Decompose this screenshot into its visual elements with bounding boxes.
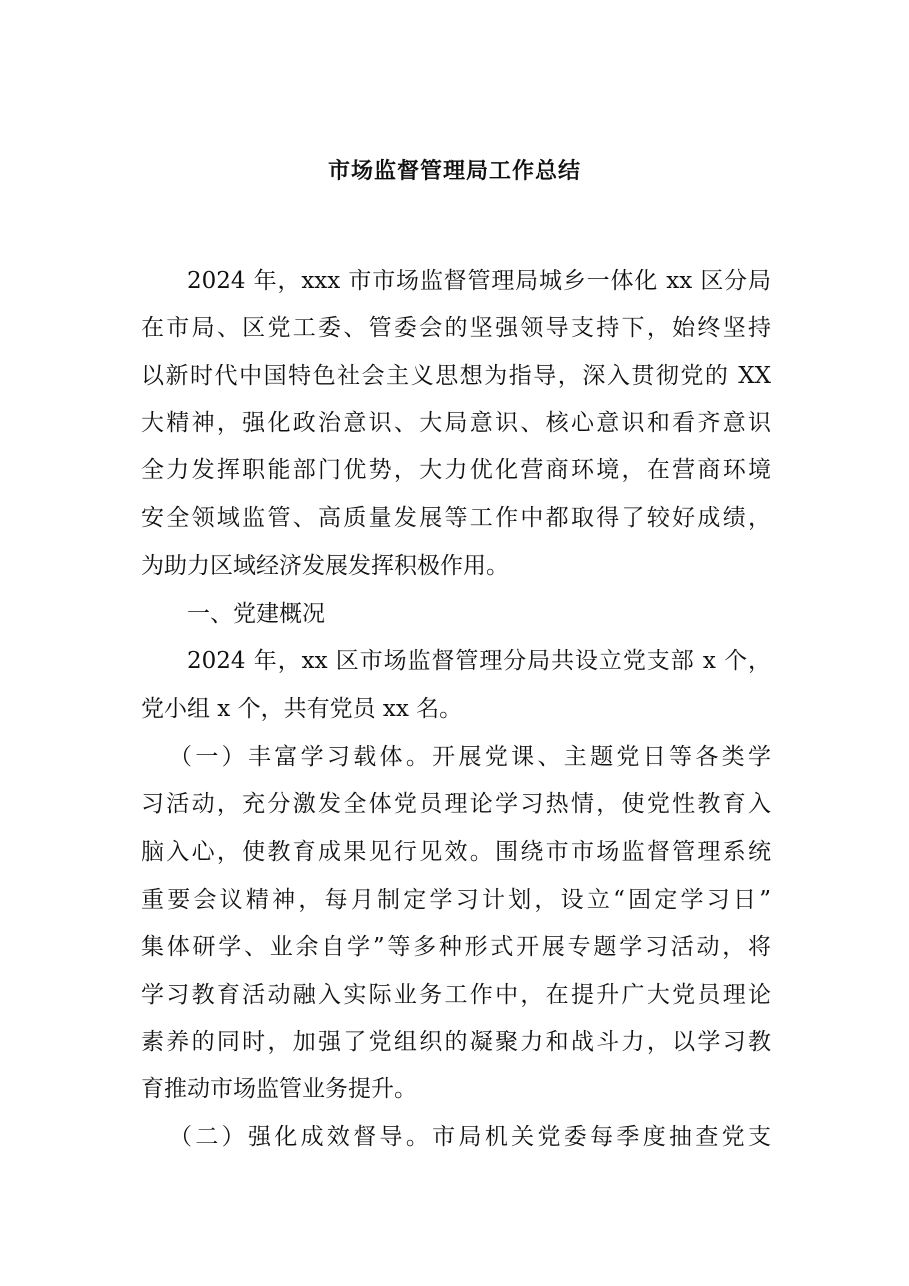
paragraph-line: 重要会议精神，每月制定学习计划，设立“固定学习日” [141, 887, 771, 913]
paragraph-line: 习活动，充分激发全体党员理论学习热情，使党性教育入 [141, 791, 771, 817]
paragraph-line: 党小组 x 个，共有党员 xx 名。 [141, 696, 463, 722]
paragraph-line: 集体研学、业余自学”等多种形式开展专题学习活动，将 [141, 934, 771, 960]
paragraph-line: 大精神，强化政治意识、大局意识、核心意识和看齐意识 [141, 410, 771, 436]
section-heading: 一、党建概况 [187, 601, 325, 627]
paragraph-line: 安全领域监管、高质量发展等工作中都取得了较好成绩， [141, 505, 771, 531]
paragraph-line: （一）丰富学习载体。开展党课、主题党日等各类学 [169, 744, 771, 770]
paragraph-line: 以新时代中国特色社会主义思想为指导，深入贯彻党的 XX [141, 363, 771, 389]
paragraph-line: 在市局、区党工委、管委会的坚强领导支持下，始终坚持 [141, 315, 771, 341]
paragraph-line: 素养的同时，加强了党组织的凝聚力和战斗力，以学习教 [141, 1029, 771, 1055]
paragraph-line: （二）强化成效督导。市局机关党委每季度抽查党支 [169, 1124, 771, 1150]
document-title: 市场监督管理局工作总结 [327, 159, 581, 184]
paragraph-line: 脑入心，使教育成果见行见效。围绕市市场监督管理系统 [141, 839, 771, 865]
paragraph-line: 2024 年，xx 区市场监督管理分局共设立党支部 x 个， [187, 648, 771, 674]
paragraph-line: 2024 年，xxx 市市场监督管理局城乡一体化 xx 区分局 [187, 268, 771, 294]
paragraph-line: 全力发挥职能部门优势，大力优化营商环境，在营商环境 [141, 457, 771, 483]
paragraph-line: 学习教育活动融入实际业务工作中，在提升广大党员理论 [141, 982, 771, 1008]
paragraph-line: 为助力区域经济发展发挥积极作用。 [141, 553, 509, 579]
paragraph-line: 育推动市场监管业务提升。 [141, 1076, 417, 1102]
